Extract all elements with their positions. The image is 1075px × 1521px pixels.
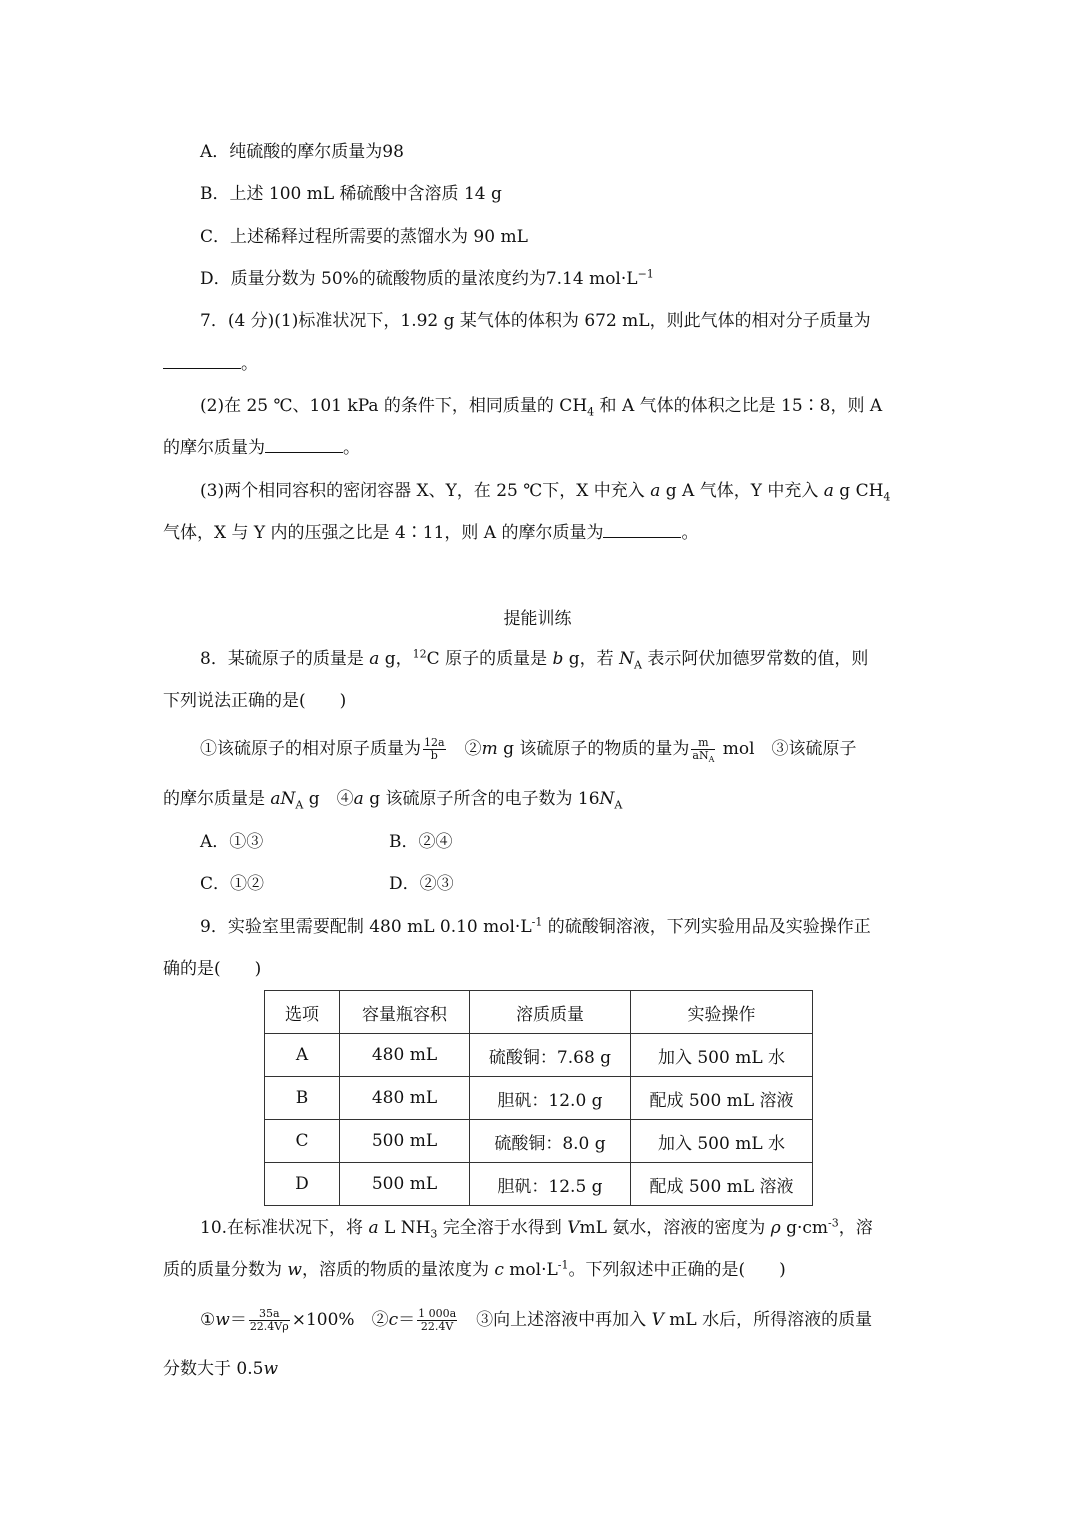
table-row [265,1034,813,1077]
table-header-cell: 容量瓶容积 [340,991,470,1034]
q9-line-1: 9．实验室里需要配制 480 mL 0.10 $mol\cdot L^{-1}$ 的硫酸铜溶液，下列实验用品及实验操作正 [200,915,871,937]
q6-option-d: D．质量分数为 50%的硫酸物质的量浓度约为7.14 $mol\cdot L^{-1}$ [200,267,654,289]
q10-line-4: 分数大于 0.5w [163,1359,279,1379]
q6-option-c: C．上述稀释过程所需要的蒸馏水为 90 mL [200,227,528,247]
table-header-cell: 实验操作 [631,991,813,1034]
fraction: $\frac{35a}{22.4V\rho}$ [249,1307,289,1333]
table-row [265,1163,813,1206]
q7-line-3: (2)在 25 ℃、101 kPa 的条件下，相同质量的 $CH_4$ 和 A 气体的体积之比是 15∶8，则 A [200,396,883,419]
table-cell: A [265,1034,340,1077]
table-header-cell: 选项 [265,991,340,1034]
q10-line-3: ①w＝ $\frac{35a}{22.4V\rho}$ ×100% ②c＝ $\frac{1 000a}{22.4V}$ ③向上述溶液中再加入 V mL 水后，所得溶液的质量 [200,1307,873,1333]
q7-line-4: 的摩尔质量为 。 [163,438,360,458]
q10-line-1: 10.在标准状况下，将 a L $NH_3$ 完全溶于水得到 VmL 氨水，溶液的密度为 ρ $g\cdot cm^{-3}$，溶 [200,1216,873,1241]
table-cell: 加入 500 mL 水 [631,1120,813,1163]
q10-line-2: 质的质量分数为 w，溶质的物质的量浓度为 c $mol\cdot L^{-1}$。下列叙述中正确的是( ) [163,1258,786,1280]
table-cell: 500 mL [340,1163,470,1206]
answer-blank [603,521,681,538]
table-cell: 480 mL [340,1034,470,1077]
table-row [265,1120,813,1163]
table-cell: 硫酸铜：7.68 g [470,1034,631,1077]
q8-line-1: 8．某硫原子的质量是 a g，$^{12}$C 原子的质量是 b g，若 $N_A$ 表示阿伏加德罗常数的值，则 [200,647,869,672]
fraction: $\frac{m}{aN_A}$ [692,736,715,765]
q8-line-4: 的摩尔质量是 $aN_A$ g ④a g 该硫原子所含的电子数为 $16N_A$ [163,789,623,812]
q7-line-6: 气体，X 与 Y 内的压强之比是 4∶11，则 A 的摩尔质量为 。 [163,523,699,543]
q8-option-b: B．②④ [389,832,453,852]
options-table [264,990,813,1206]
q6-option-a: A．纯硫酸的摩尔质量为98 [200,142,404,162]
table-row [265,1077,813,1120]
q9-line-2: 确的是( ) [163,959,262,979]
table-cell: 胆矾：12.5 g [470,1163,631,1206]
fraction: $\frac{1 000a}{22.4V}$ [418,1307,457,1333]
table-cell: 配成 500 mL 溶液 [631,1077,813,1120]
table-cell: 硫酸铜：8.0 g [470,1120,631,1163]
q7-line-1: 7．(4 分)(1)标准状况下，1.92 g 某气体的体积为 672 mL，则此气体的相对分子质量为 [200,311,871,331]
q7-line-2: 。 [163,352,258,376]
table-cell: 480 mL [340,1077,470,1120]
table-header-row [265,991,813,1034]
q7-line-5: (3)两个相同容积的密闭容器 X、Y，在 25 ℃下，X 中充入 a g A 气体，Y 中充入 a g $CH_4$ [200,481,891,504]
table-cell: B [265,1077,340,1120]
table-cell: 胆矾：12.0 g [470,1077,631,1120]
fraction: $\frac{12a}{b}$ [424,736,445,762]
q8-option-d: D．②③ [389,874,454,894]
q8-option-c: C．①② [200,874,265,894]
q6-option-b: B．上述 100 mL 稀硫酸中含溶质 14 g [200,184,502,204]
table-cell: 500 mL [340,1120,470,1163]
section-title: 提能训练 [503,609,572,629]
answer-blank [265,436,343,453]
table-cell: 加入 500 mL 水 [631,1034,813,1077]
q8-line-3: ①该硫原子的相对原子质量为 $\frac{12a}{b}$ ②m g 该硫原子的物质的量为 $\frac{m}{aN_A}$ mol ③该硫原子 [200,736,857,765]
q8-line-2: 下列说法正确的是( ) [163,691,347,711]
table-cell: C [265,1120,340,1163]
answer-blank [163,352,241,369]
table-cell: 配成 500 mL 溶液 [631,1163,813,1206]
table-header-cell: 溶质质量 [470,991,631,1034]
table-cell: D [265,1163,340,1206]
q8-option-a: A．①③ [200,832,264,852]
